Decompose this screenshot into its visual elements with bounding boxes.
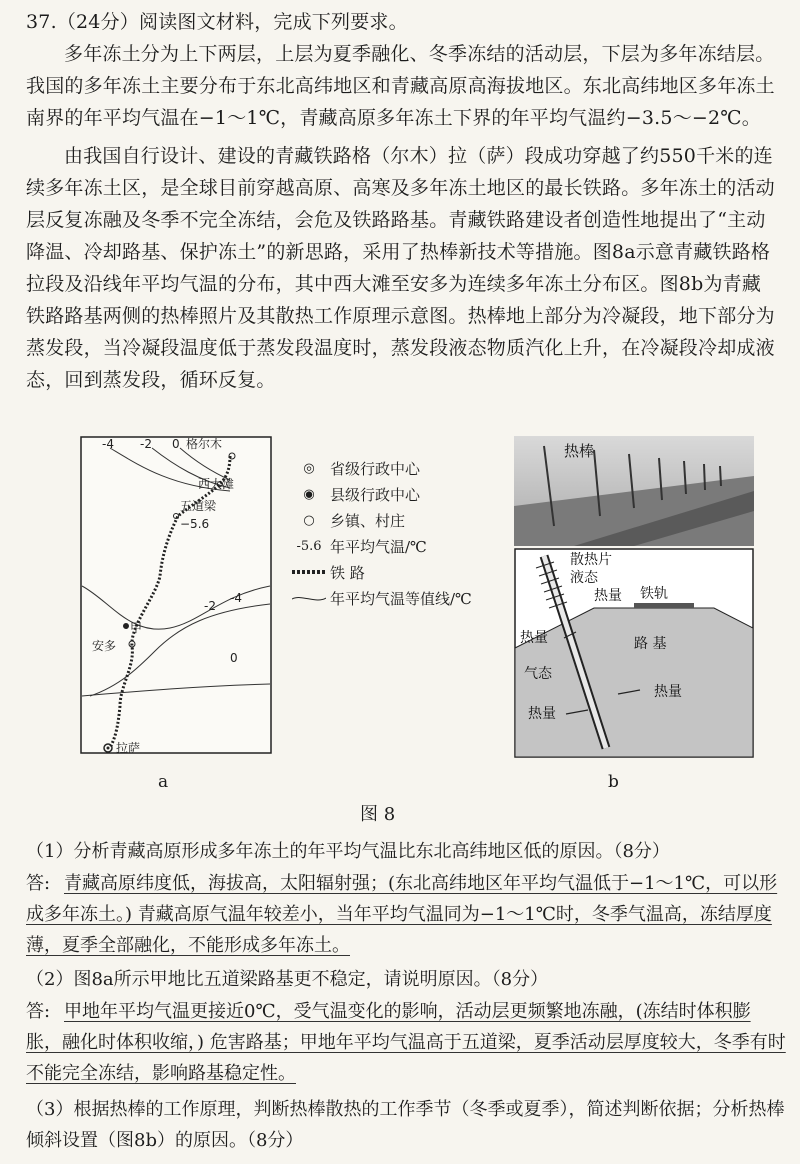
legend-label: 年平均气温/℃ xyxy=(330,537,427,556)
wudaoliang-temperature: −5.6 xyxy=(180,517,210,531)
answer-2 xyxy=(26,996,786,1089)
lhasa-marker-dot xyxy=(107,747,110,750)
legend-item-isoline xyxy=(288,585,498,611)
isoline-label-neg2-mid: -2 xyxy=(204,599,216,613)
label-rail: 铁轨 xyxy=(640,586,668,602)
isoline-label-neg2-top: -2 xyxy=(140,437,152,451)
answer-1 xyxy=(26,868,786,961)
legend-label: 年平均气温等值线/℃ xyxy=(330,589,472,608)
question-1: （1）分析青藏高原形成多年冻土的年平均气温比东北高纬地区低的原因。（8分） xyxy=(26,841,670,862)
isoline-label-zero-mid: 0 xyxy=(230,651,238,665)
county-center-icon: ◉ xyxy=(303,486,315,502)
legend-item-county xyxy=(288,481,498,507)
answer-1-body: 青藏高原纬度低，海拔高，太阳辐射强；(东北高纬地区年平均气温低于−1～1℃，可以形成多年冻土。) 青藏高原气温年较差小，当年平均气温同为−1～1℃时，冬季气温高，冻结厚度薄，夏季全部融化，不能形成多年冻土。 xyxy=(26,873,778,956)
figure-8b-label: b xyxy=(608,772,619,792)
isoline-label-neg4-top: -4 xyxy=(102,437,114,451)
jia-marker xyxy=(123,623,129,629)
legend-label: 铁 路 xyxy=(330,563,365,582)
label-heat-left: 热量 xyxy=(520,630,548,646)
figure-8a-label: a xyxy=(158,772,169,792)
question-header: 37.（24分）阅读图文材料，完成下列要求。 xyxy=(26,11,408,33)
figure-8a-map xyxy=(80,436,272,766)
place-golmud: 格尔木 xyxy=(186,437,223,451)
figure-title: 图 8 xyxy=(360,804,396,825)
label-heat-top: 热量 xyxy=(594,588,622,604)
figure-8b-diagram xyxy=(514,548,754,758)
legend-label: 县级行政中心 xyxy=(330,485,421,504)
legend-item-town xyxy=(288,507,498,533)
legend-item-temperature xyxy=(288,533,498,559)
place-anduo: 安多 xyxy=(92,639,117,653)
place-xidatan: 西大滩 xyxy=(198,477,235,491)
legend-label: 乡镇、村庄 xyxy=(330,511,406,530)
map-frame xyxy=(81,437,271,753)
isoline-icon xyxy=(288,594,330,602)
label-liquid: 液态 xyxy=(570,570,598,586)
material-paragraph-1: 多年冻土分为上下两层，上层为夏季融化、冬季冻结的活动层，下层为多年冻结层。我国的多年冻土主要分布于东北高纬地区和青藏高原高海拔地区。东北高纬地区多年冻土南界的年平均气温在−1～1℃，青藏高原多年冻土下界的年平均气温约−3.5～−2℃。 xyxy=(26,43,775,129)
label-fins: 散热片 xyxy=(570,552,612,568)
town-icon: ○ xyxy=(303,512,315,528)
railway-icon xyxy=(288,568,330,576)
label-roadbed: 路 基 xyxy=(634,636,667,652)
legend-item-railway xyxy=(288,559,498,585)
answer-2-body: 甲地年平均气温更接近0℃，受气温变化的影响，活动层更频繁地冻融，(冻结时体积膨胀，融化时体积收缩，) 危害路基；甲地年平均气温高于五道梁，夏季活动层厚度较大，冬季有时不能完全冻结，影响路基稳定性。 xyxy=(26,1001,786,1084)
label-gas: 气态 xyxy=(524,666,552,682)
label-heat-bottom: 热量 xyxy=(528,706,556,722)
photo-label-heat-rod: 热棒 xyxy=(564,442,595,460)
question-2: （2）图8a所示甲地比五道梁路基更不稳定，请说明原因。（8分） xyxy=(26,969,549,990)
rail-bar xyxy=(634,603,694,608)
province-center-icon: ◎ xyxy=(303,460,315,476)
question-3: （3）根据热棒的工作原理，判断热棒散热的工作季节（冬季或夏季），简述判断依据；分析热棒倾斜设置（图8b）的原因。（8分） xyxy=(26,1099,785,1151)
place-wudaoliang: 五道梁 xyxy=(180,499,217,513)
label-heat-right: 热量 xyxy=(654,684,682,700)
isoline-label-zero-top: 0 xyxy=(172,437,180,451)
answer-prefix: 答: xyxy=(26,873,51,894)
roadbed-section xyxy=(515,608,753,757)
legend-item-province xyxy=(288,455,498,481)
place-lhasa: 拉萨 xyxy=(116,741,141,755)
figure-8b-photo xyxy=(514,436,754,546)
isoline-label-neg4-mid: -4 xyxy=(230,591,242,605)
material-paragraph-2: 由我国自行设计、建设的青藏铁路格（尔木）拉（萨）段成功穿越了约550千米的连续多年冻土区，是全球目前穿越高原、高寒及多年冻土地区的最长铁路。多年冻土的活动层反复冻融及冬季不完全冻结，会危及铁路路基。青藏铁路建设者创造性地提出了“主动降温、冷却路基、保护冻土”的新思路，采用了热棒新技术等措施。图8a示意青藏铁路格拉段及沿线年平均气温的分布，其中西大滩至安多为连续多年冻土分布区。图8b为青藏铁路路基两侧的热棒照片及其散热工作原理示意图。热棒地上部分为冷凝段，地下部分为蒸发段，当冷凝段温度低于蒸发段温度时，蒸发段液态物质汽化上升，在冷凝段冷却成液态，回到蒸发段，循环反复。 xyxy=(26,145,775,391)
answer-prefix: 答: xyxy=(26,1001,51,1022)
temperature-sample: -5.6 xyxy=(296,538,322,554)
legend-label: 省级行政中心 xyxy=(330,459,421,478)
place-jia: 甲 xyxy=(130,621,143,635)
map-legend xyxy=(288,455,498,611)
